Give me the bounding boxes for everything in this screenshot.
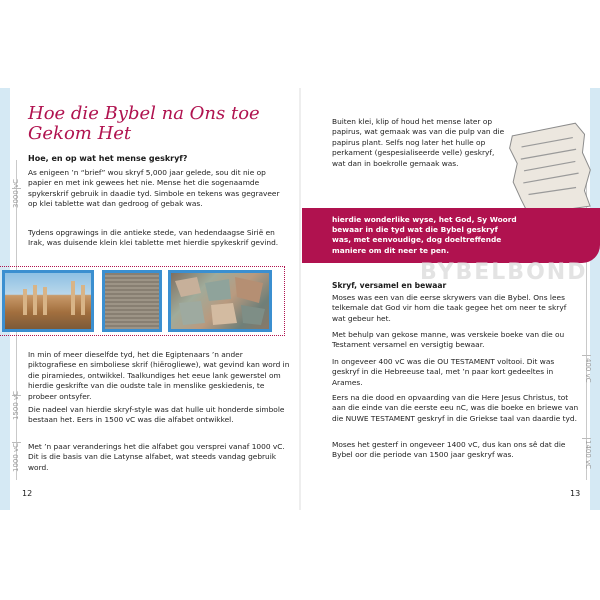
page-gutter [299,88,301,510]
timeline-tick [582,438,591,439]
timeline-label: 400 vC [584,358,592,383]
pottery-shards-photo [168,270,272,332]
timeline-label: 3000 vC [12,178,20,208]
timeline-label: 1500 vC [12,390,20,420]
section-subtitle: Hoe, en op wat het mense geskryf? [28,154,188,163]
paragraph: Moses was een van die eerse skrywers van die Bybel. Ons lees telkemale dat God vir hom die taak gegee het om neer te skryf wat gebeur het. [332,293,567,323]
page-number: 13 [570,489,581,498]
page-number: 12 [22,489,33,498]
watermark: BYBELBOND [420,260,588,285]
ancient-columns-photo [2,270,94,332]
paragraph: Met behulp van gekose manne, was verskeie boeke van die ou Testament versamel en versigtig bewaar. [332,330,565,350]
timeline-label: 1400 vC [584,440,592,470]
paragraph: Die nadeel van hierdie skryf-style was dat hulle uit honderde simbole bestaan het. Eers in 1500 vC was die alfabet ontwikkel. [28,405,285,425]
paragraph: In ongeveer 400 vC was die OU TESTAMENT voltooi. Dit was geskryf in die Hebreeuse taal, met ’n paar kort gedeeltes in Arames. [332,357,555,387]
paragraph: Tydens opgrawings in die antieke stede, van hedendaagse Sirië en Irak, was duisende klein klei tablette met hierdie spykeskrif gevind. [28,228,279,248]
paragraph: Met ’n paar veranderings het die alfabet gou versprei vanaf 1000 vC. Dit is die basis van die Latynse alfabet, wat steeds vandag gebruik word. [28,442,285,472]
timeline-tick [582,355,591,356]
timeline-label: 1000 vC [12,442,20,472]
banner-text: hierdie wonderlike wyse, het God, Sy Woord bewaar in die tyd wat die Bybel geskryf was, met eenvoudige, dog doeltreffende maniere om dit neer te pen. [332,215,517,255]
clay-tablet-photo [102,270,162,332]
paragraph: As enigeen ’n “brief” wou skryf 5,000 jaar gelede, sou dit nie op papier en met ink gewees het nie. Mense het die sogenaamde spykerskrif gebruik in daadie tyd. Simbole en tekens was gegraveer op klei tablette wat dan gedroog of gebak was. [28,168,280,209]
paragraph: In min of meer dieselfde tyd, het die Egiptenaars ’n ander piktografiese en simboliese skrif (hiërogliewe), wat gevind kan word in die piramiedes, ontwikkel. Taalkundiges het eeue lank gewerstel om hierdie geskrifte van die oudste tale in menslike geskiedenis, te probeer ontsyfer. [28,350,290,401]
paragraph: Eers na die dood en opvaarding van die Here Jesus Christus, tot aan die einde van die eerste eeu nC, was die boeke en briewe van die NUWE TESTAMENT geskryf in die Griekse taal van daardie tyd. [332,393,579,423]
paragraph: Moses het gesterf in ongeveer 1400 vC, dus kan ons sê dat die Bybel oor die periode van 1500 jaar geskryf was. [332,440,566,460]
paragraph: Buiten klei, klip of houd het mense later op papirus, wat gemaak was van die pulp van die papirus plant. Selfs nog later het hulle op perkament (gespesialiseerde velle) geskryf, wat dan in boekrolle gemaak was. [332,117,505,168]
parchment-scroll-illustration [506,120,597,218]
page-title: Hoe die Bybel na Ons toe Gekom Het [28,103,260,144]
section-heading: Skryf, versamel en bewaar [332,281,447,290]
